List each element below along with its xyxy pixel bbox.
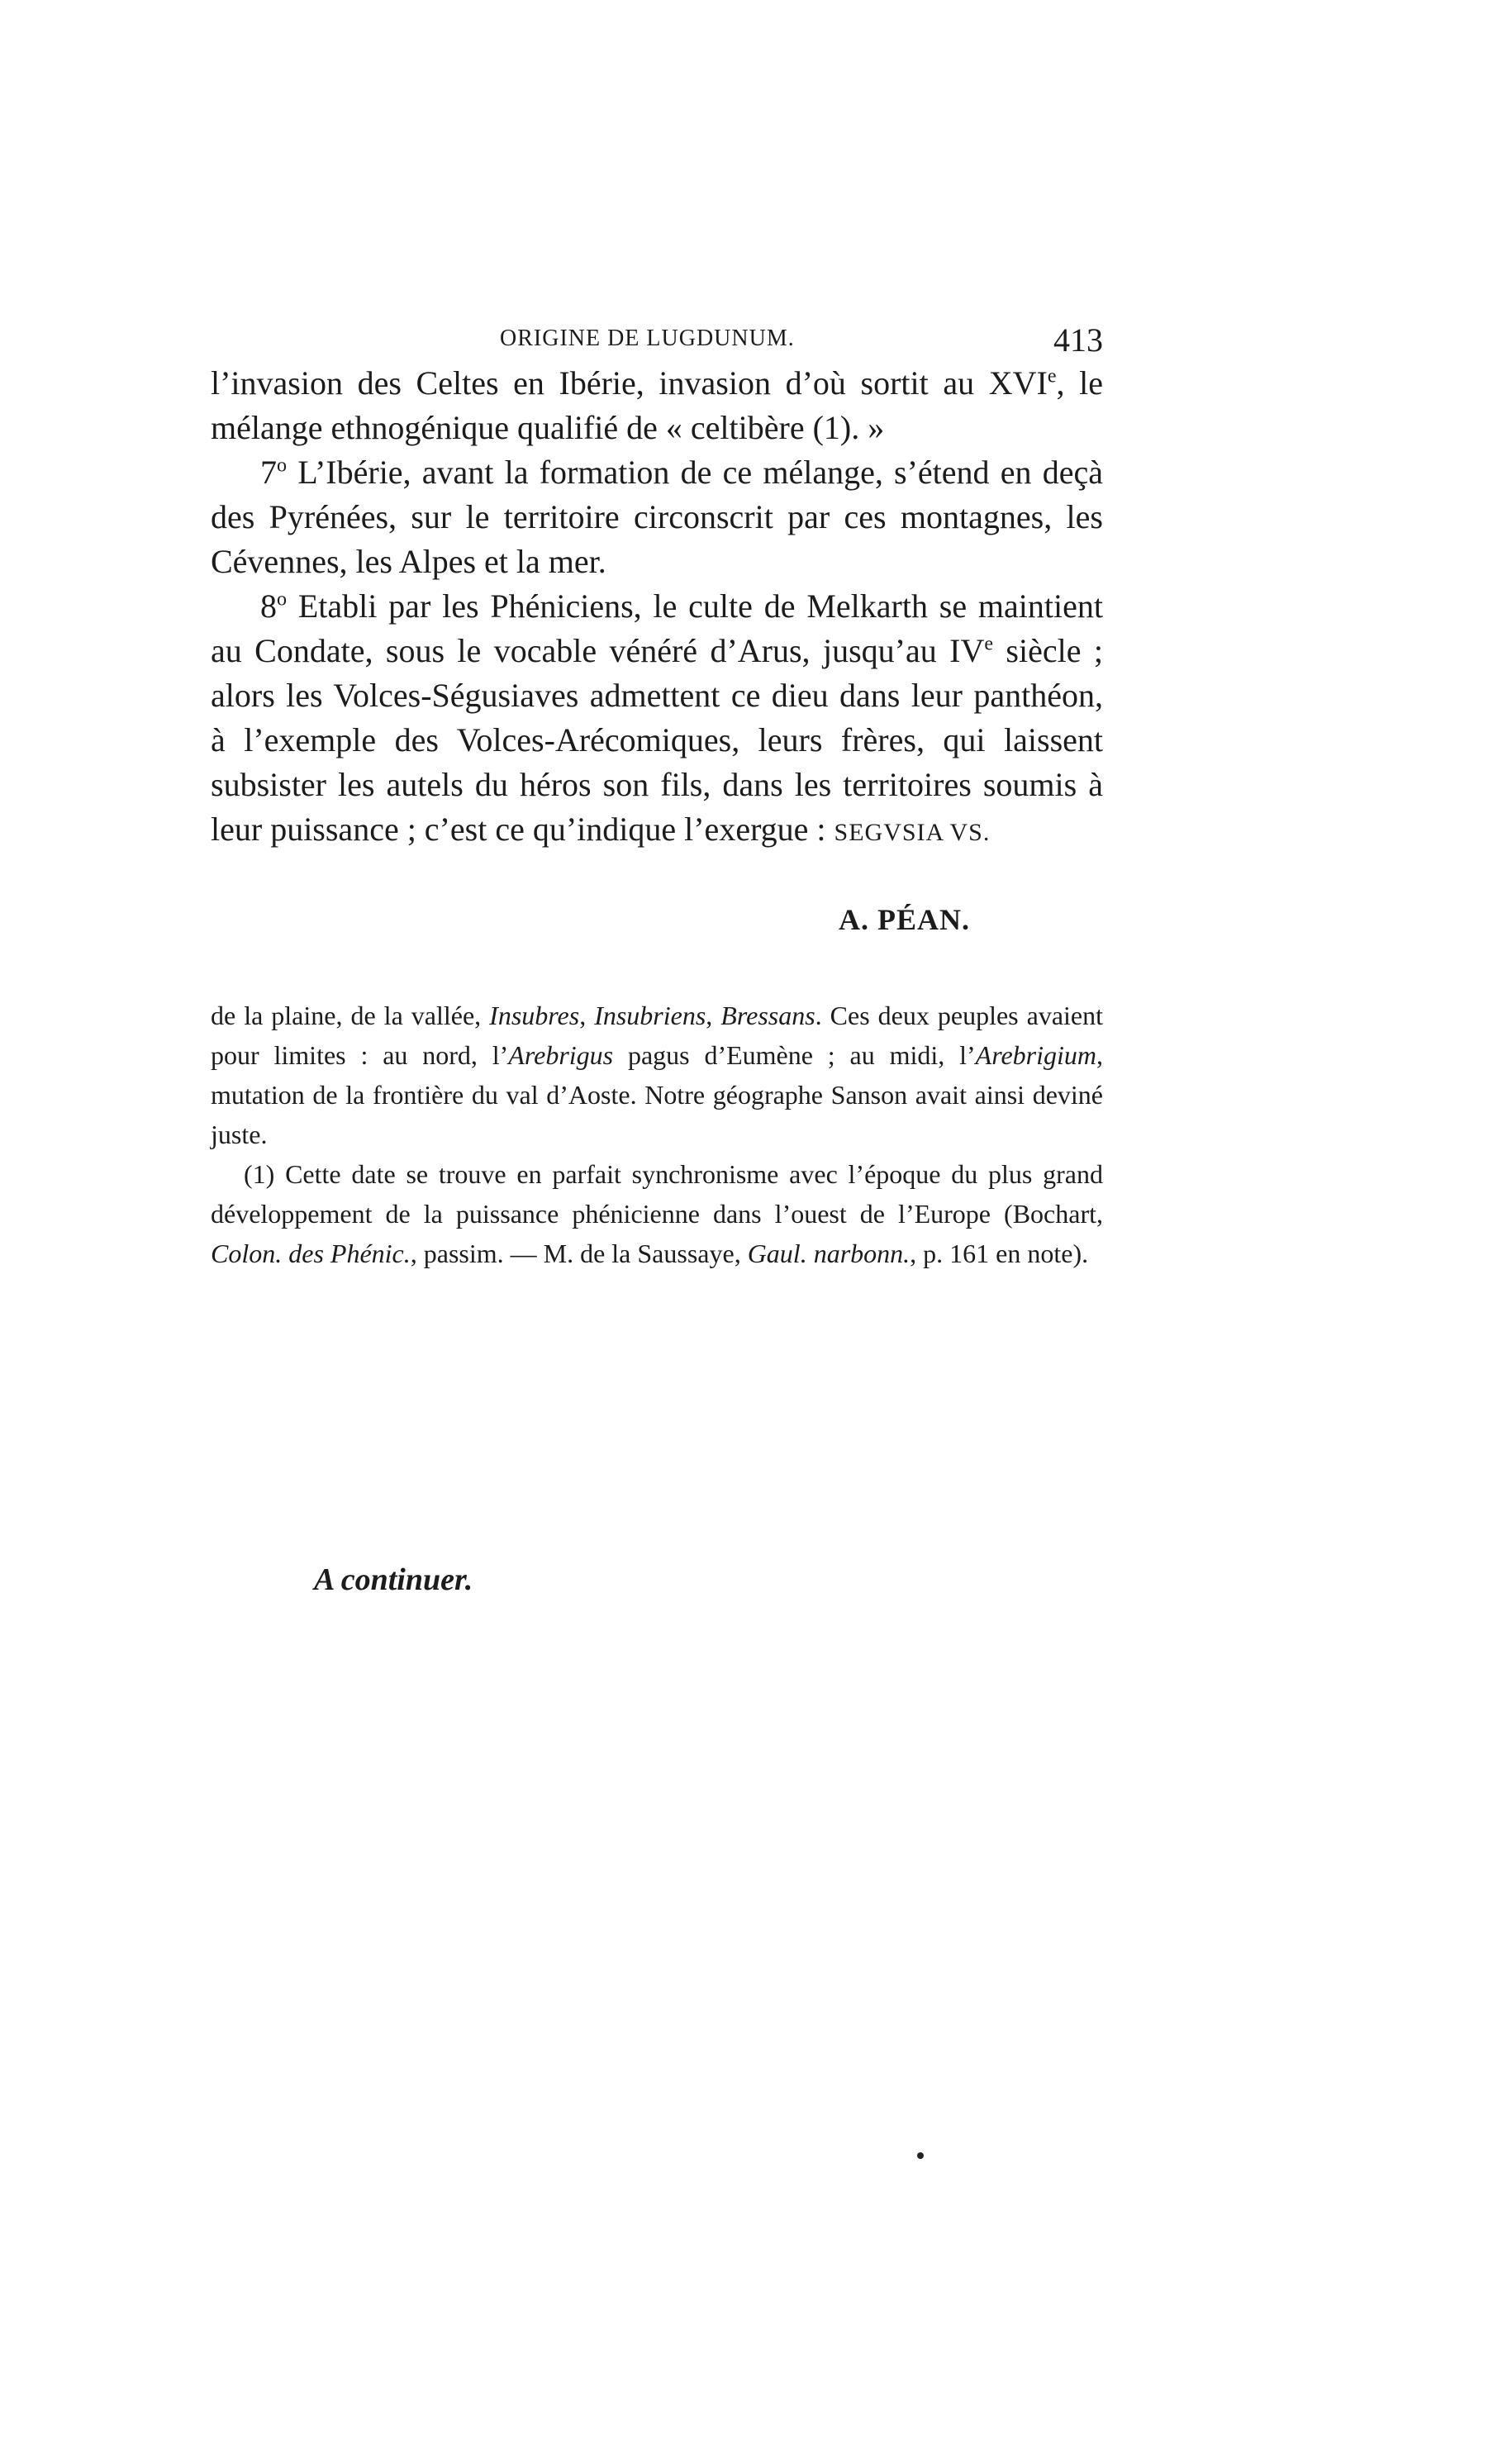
fn1-italic: Gaul. narbonn. [747, 1239, 911, 1268]
page-number: 413 [1053, 321, 1103, 359]
p1-line2: le mélange ethnogénique qualifié de « celtibère (1). » [211, 364, 1103, 446]
p2-text: L’Ibérie, avant la formation de ce mélange, s’étend en deçà des Pyrénées, sur le territoire circonscrit par ces montagnes, les Cévennes, les Alpes et la mer. [211, 454, 1103, 580]
fn-cont-italic: Arebrigus [508, 1040, 614, 1070]
fn1-italic: Colon. des Phénic. [211, 1239, 411, 1268]
p2-superscript: o [277, 454, 287, 477]
p1-line1: l’invasion des Celtes en Ibérie, invasion d’où sortit au XVI [211, 364, 1048, 402]
fn-cont-italic: Bressans [720, 1001, 815, 1030]
running-title: ORIGINE DE LUGDUNUM. [500, 326, 795, 351]
fn-cont-italic: Arebrigium [975, 1040, 1097, 1070]
fn1-text: (1) Cette date se trouve en parfait synchronisme avec l’époque du plus grand développement de la puissance phénicienne dans l’ouest de l’Europe (Bochart, [211, 1159, 1103, 1229]
fn-cont-text: , [706, 1001, 721, 1030]
running-head [211, 321, 1103, 362]
paragraph-7 [211, 450, 1103, 584]
exergue-text: SEGVSIA VS. [834, 819, 991, 846]
p3-text-a: Etabli par les Phéniciens, le culte de Melkarth se maintient au Condate, sous le vocable vénéré d’Arus, jusqu’au IV [211, 587, 1103, 669]
to-be-continued: A continuer. [314, 1562, 473, 1597]
fn1-text: , passim. — M. de la Saussaye, [410, 1239, 748, 1268]
fn1-text: , p. 161 en note). [910, 1239, 1089, 1268]
footnote-continuation [211, 996, 1103, 1154]
p3-text-b: siècle ; alors les Volces-Ségusiaves admettent ce dieu dans leur panthéon, à l’exemple des Volces-Arécomiques, leurs frères, qui laissent subsister les autels du héros son fils, dans les territoires soumis à leur puissance ; c’est ce qu’indique l’exergue : [211, 632, 1103, 848]
main-text [211, 361, 1103, 855]
fn-cont-text: de la plaine, de la vallée, [211, 1001, 490, 1030]
paragraph-continuation [211, 361, 1103, 450]
p3-number: 8 [260, 587, 277, 625]
author-signature: A. PÉAN. [839, 903, 970, 936]
p1-superscript: e [1047, 365, 1057, 388]
fn-cont-text: . Ces deux peuples avaient pour limites : au nord, l’ [211, 1001, 1104, 1070]
paragraph-8 [211, 584, 1103, 855]
p2-number: 7 [260, 454, 277, 491]
p3-superscript-century: e [984, 633, 993, 655]
footnote-1 [211, 1154, 1103, 1273]
p3-superscript: o [277, 588, 287, 611]
ink-speck [917, 2152, 924, 2159]
fn-cont-italic: Insubriens [594, 1001, 706, 1030]
fn-cont-text: , mutation de la frontière du val d’Aoste. Notre géographe Sanson avait ainsi deviné juste. [211, 1040, 1104, 1149]
fn-cont-text: , [579, 1001, 595, 1030]
footnotes [211, 996, 1103, 1273]
fn-cont-italic: Insubres [489, 1001, 580, 1030]
fn-cont-text: pagus d’Eumène ; au midi, l’ [613, 1040, 976, 1070]
p1-line1-end: , [1056, 364, 1065, 402]
